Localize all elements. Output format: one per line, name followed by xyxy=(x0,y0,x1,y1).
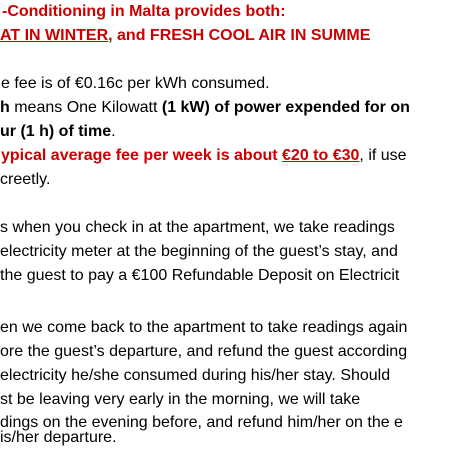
heading-line-2 xyxy=(0,26,370,46)
kwh-hour-text: ur (1 h) of time xyxy=(0,123,112,140)
checkout-line-6: is/her departure. xyxy=(0,429,117,446)
fee-rate-line: e fee is of €0.16c per kWh consumed. xyxy=(1,75,270,92)
checkout-line-4: st be leaving very early in the morning, we will take xyxy=(0,391,361,408)
checkin-line-1: s when you check in at the apartment, we take readings xyxy=(0,219,395,236)
checkout-line-3: electricity he/she consumed during his/her stay. Should xyxy=(0,367,391,384)
typical-fee-line-2: creetly. xyxy=(0,171,51,188)
checkout-line-5: dings on the evening before, and refund him/her on the e xyxy=(0,414,403,431)
checkin-line-3: the guest to pay a €100 Refundable Deposit on Electricit xyxy=(0,267,400,284)
typical-fee-tail: , if use xyxy=(359,147,407,164)
typical-fee-text: ypical average fee per week is about xyxy=(1,147,283,164)
typical-fee-amount: €20 to €30 xyxy=(282,147,360,164)
kwh-means-text: means One Kilowatt xyxy=(9,99,162,116)
kwh-definition-line-2 xyxy=(0,122,116,142)
kwh-power-text: (1 kW) of power expended for on xyxy=(161,99,410,116)
checkin-line-2: electricity meter at the beginning of the guest’s stay, and xyxy=(0,243,398,260)
kwh-definition-line-1 xyxy=(0,98,410,118)
checkout-line-2: ore the guest’s departure, and refund the guest according xyxy=(0,343,408,360)
checkout-line-1: en we come back to the apartment to take readings again xyxy=(0,319,408,336)
heading-summer-text: and FRESH COOL AIR IN SUMME xyxy=(112,27,371,44)
typical-fee-line-1 xyxy=(1,146,407,166)
heading-winter-text: AT IN WINTER, xyxy=(0,27,113,44)
kwh-abbrev-fragment: h xyxy=(0,99,10,116)
heading-line-1: -Conditioning in Malta provides both: xyxy=(2,3,286,20)
kwh-period: . xyxy=(111,123,116,140)
